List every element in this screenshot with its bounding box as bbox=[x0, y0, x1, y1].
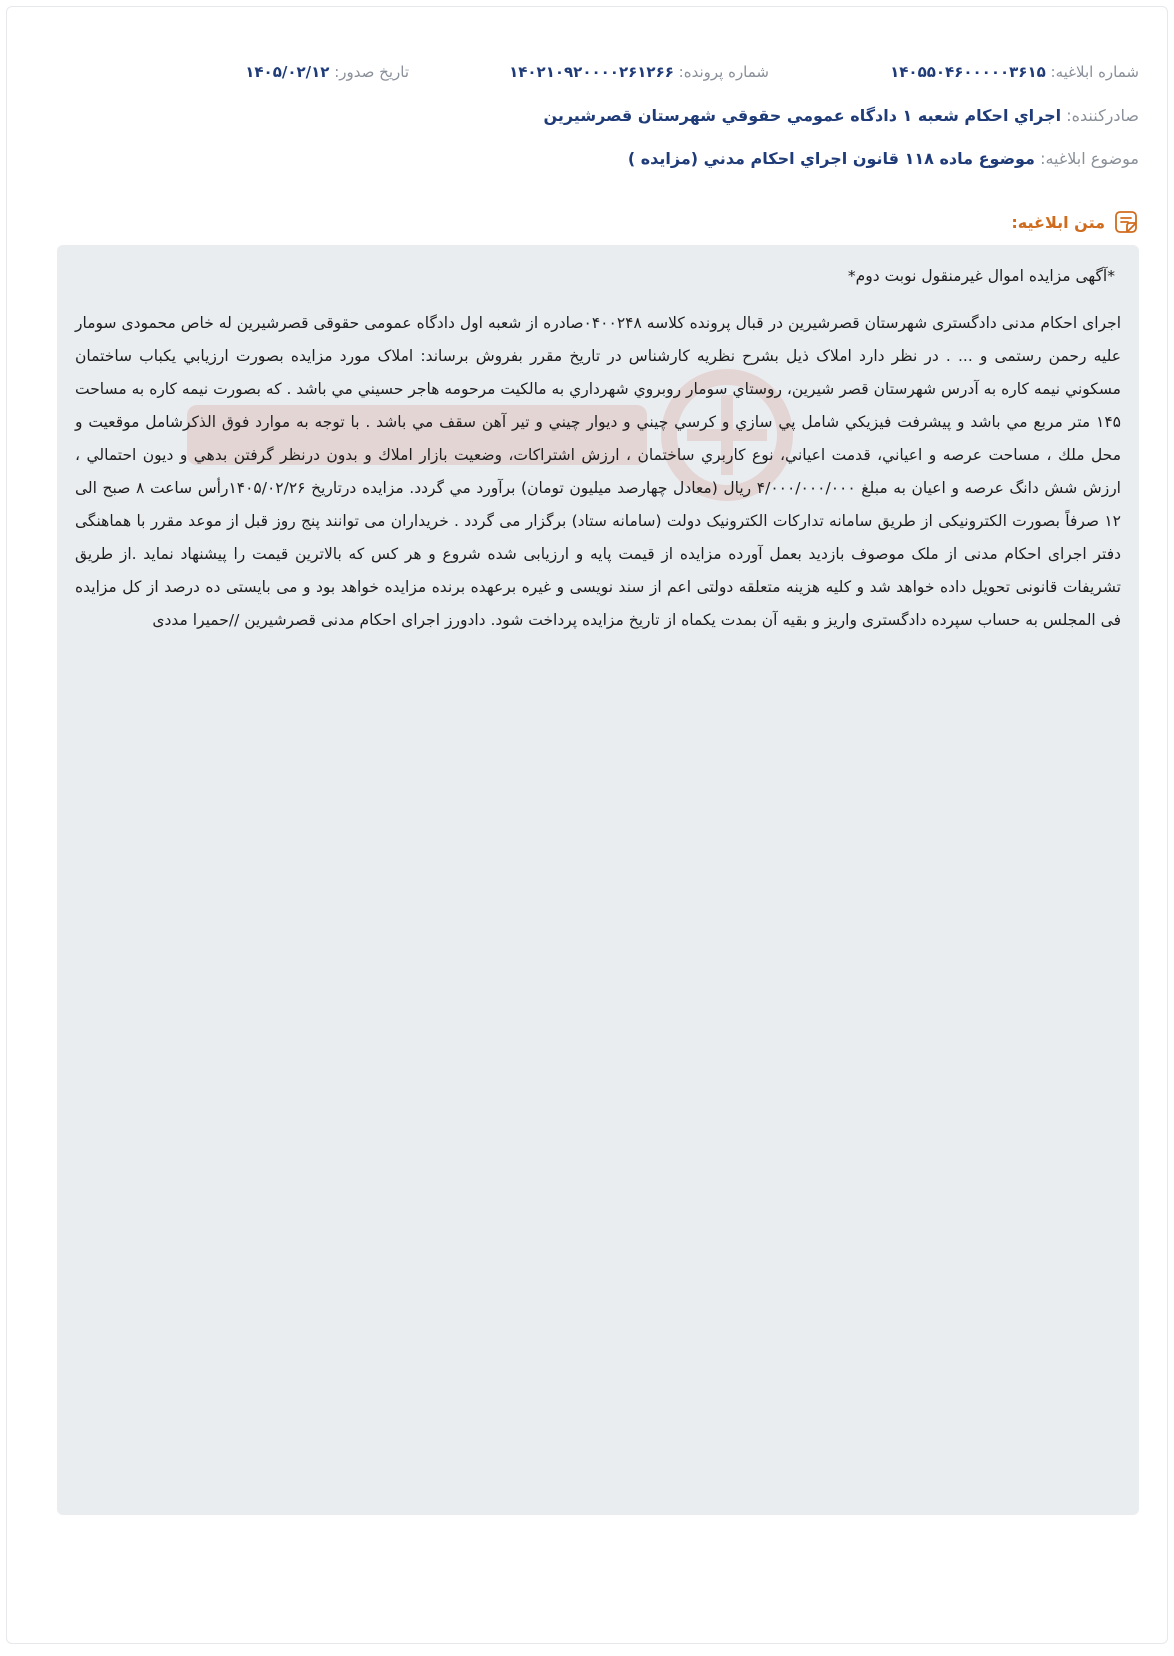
notice-number bbox=[890, 63, 1139, 81]
subject-label: موضوع ابلاغیه: bbox=[1040, 149, 1139, 168]
subject-line bbox=[35, 149, 1139, 168]
case-number-value: ۱۴۰۲۱۰۹۲۰۰۰۰۲۶۱۲۶۶ bbox=[509, 63, 674, 81]
notice-page bbox=[6, 6, 1168, 1644]
issue-date bbox=[245, 63, 409, 81]
notice-number-label: شماره ابلاغیه: bbox=[1050, 63, 1139, 81]
issue-date-label: تاریخ صدور: bbox=[334, 63, 409, 81]
case-number bbox=[509, 63, 769, 81]
issuer-line bbox=[35, 106, 1139, 125]
meta-row bbox=[35, 63, 1139, 93]
notice-number-value: ۱۴۰۵۵۰۴۶۰۰۰۰۰۳۶۱۵ bbox=[890, 63, 1046, 81]
case-number-label: شماره پرونده: bbox=[678, 63, 769, 81]
notice-heading: *آگهی مزایده اموال غیرمنقول نوبت دوم* bbox=[847, 267, 1115, 285]
document-note-icon bbox=[1113, 209, 1139, 235]
section-title: متن ابلاغیه: bbox=[1011, 212, 1105, 232]
notice-body: اجرای احکام مدنی دادگستری شهرستان قصرشیرین در قبال پرونده کلاسه ۰۴۰۰۲۴۸صادره از شعبه اول دادگاه عمومی حقوقی قصرشیرین له خاص محمودی سومار علیه رحمن رستمی و ... . در نظر دارد املاک ذیل بشرح نظریه کارشناس در تاریخ مقرر بفروش برساند: املاک مورد مزایده بصورت ارزيابي يکباب ساختمان مسکوني نيمه کاره به آدرس شهرستان قصر شيرين، روستاي سومار روبروي شهرداري به مالکيت مرحومه هاجر حسيني مي باشد . که بصورت نيمه کاره به مساحت ۱۴۵ متر مربع مي باشد و پيشرفت فيزيکي شامل پي سازي و کرسي چيني و ديوار چيني و تير آهن سقف مي باشد . با توجه به موارد فوق الذکرشامل موقعيت و محل ملك ، مساحت عرصه و اعياني، قدمت اعياني، نوع کاربري ساختمان ، ارزش اشتراکات، وضعيت بازار املاك و بدون درنظر گرفتن بدهي و ديون احتمالي ، ارزش شش دانگ عرصه و اعيان به مبلغ ۴/۰۰۰/۰۰۰/۰۰۰ ريال (معادل چهارصد ميليون تومان) برآورد مي گردد. مزایده درتاریخ ۱۴۰۵/۰۲/۲۶رأس ساعت ۸ صبح الی ۱۲ صرفاً بصورت الکترونیکی از طریق سامانه تدارکات الکترونیک دولت (سامانه ستاد) برگزار می گردد . خریداران می توانند پنج روز قبل از موعد مقرر با هماهنگی دفتر اجرای احکام مدنی از ملک موصوف بازدید بعمل آورده مزایده از قیمت پایه و ارزیابی شده شروع و هر کس که بالاترین قیمت را پیشنهاد نماید .از طریق تشریفات قانونی تحویل داده خواهد شد و کلیه هزینه متعلقه دولتی اعم از سند نویسی و غیره برعهده برنده مزایده خواهد بود و می بایستی ده درصد از کل مزایده فی المجلس به حساب سپرده دادگستری واریز و بقیه آن بمدت یکماه از تاریخ مزایده پرداخت شود. دادورز اجرای احکام مدنی قصرشیرین //حمیرا مددی bbox=[75, 314, 1122, 629]
issuer-label: صادرکننده: bbox=[1066, 106, 1139, 125]
issuer-value: اجراي احکام شعبه ۱ دادگاه عمومي حقوقي شهرستان قصرشيرين bbox=[543, 106, 1062, 125]
issue-date-value: ۱۴۰۵/۰۲/۱۲ bbox=[245, 63, 330, 81]
subject-value: موضوع ماده ۱۱۸ قانون اجراي احکام مدني (مزايده ) bbox=[627, 149, 1035, 168]
notice-content-box bbox=[57, 245, 1139, 1515]
section-header bbox=[1011, 208, 1139, 236]
